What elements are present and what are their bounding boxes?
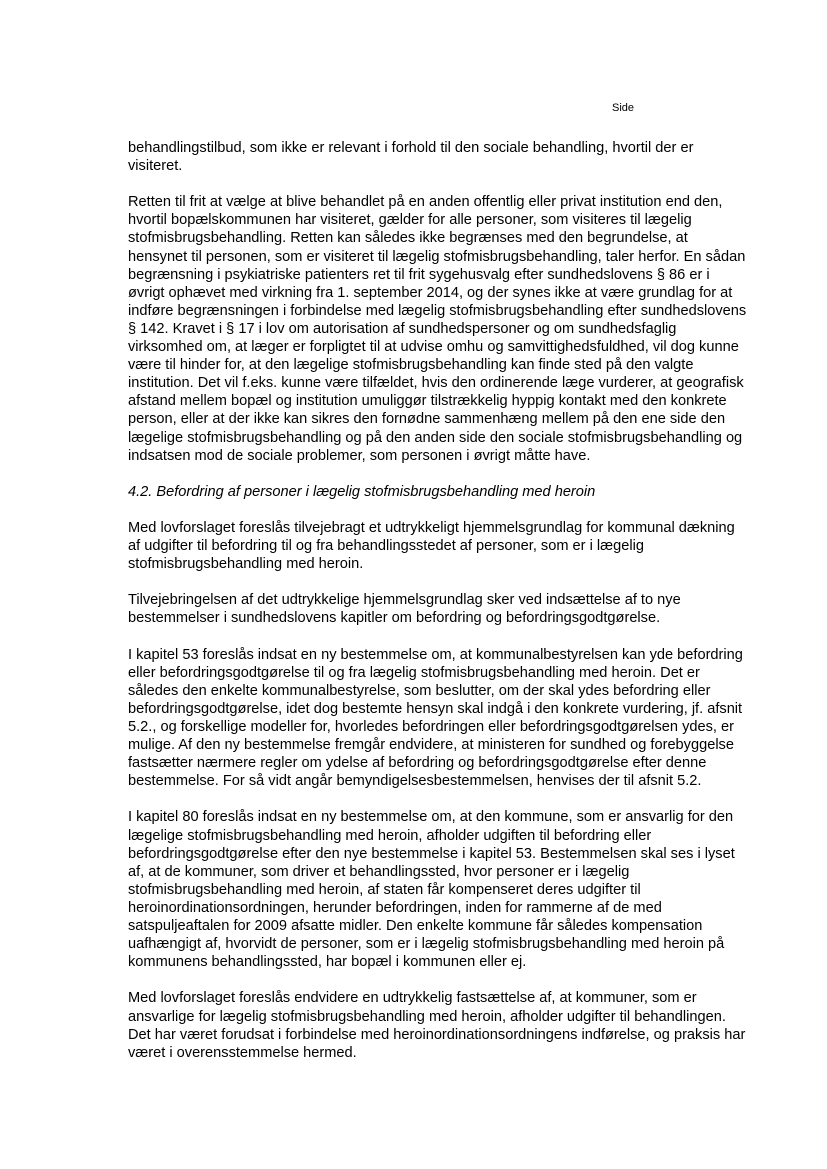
paragraph-legal-basis: Tilvejebringelsen af det udtrykkelige hjemmelsgrundlag sker ved indsættelse af to nye bestemmelser i sundhedslovens kapitler om befordring og befordringsgodtgørelse. bbox=[128, 592, 681, 627]
paragraph-continuation: behandlingstilbud, som ikke er relevant i forhold til den sociale behandling, hvortil der er visiteret. bbox=[128, 140, 694, 175]
section-4-2 bbox=[128, 483, 748, 573]
section-heading: 4.2. Befordring af personer i lægelig stofmisbrugsbehandling med heroin bbox=[128, 483, 596, 500]
paragraph-proposal: Med lovforslaget foreslås tilvejebragt et udtrykkeligt hjemmelsgrundlag for kommunal dækning af udgifter til befordring til og fra behandlingsstedet af personer, som er i lægelig stofmisbrugsbehandling med heroin. bbox=[128, 519, 735, 573]
page-header bbox=[612, 101, 634, 115]
paragraph-costs: Med lovforslaget foreslås endvidere en udtrykkelig fastsættelse af, at kommuner, som er ansvarlige for lægelig stofmisbrugsbehandling med heroin, afholder udgifter til behandlingen. Det har været forudsat i forbindelse med heroinordinationsordningens indførelse, og praksis har været i overensstemmelse hermed. bbox=[128, 990, 746, 1061]
paragraph-free-choice: Retten til frit at vælge at blive behandlet på en anden offentlig eller privat institution end den, hvortil bopælskommunen har visiteret, gælder for alle personer, som visiteres til lægelig stofmisbrugsbehandling. Retten kan således ikke begrænses med den begrundelse, at hensynet til personen, som er visiteret til lægelig stofmisbrugsbehandling, taler herfor. En sådan begrænsning i psykiatriske patienters ret til frit sygehusvalg efter sundhedslovens § 86 er i øvrigt ophævet med virkning fra 1. september 2014, og der synes ikke at være grundlag for at indføre begrænsningen i forbindelse med lægelig stofmisbrugsbehandling efter sundhedslovens § 142. Kravet i § 17 i lov om autorisation af sundhedspersoner og om sundhedsfaglig virksomhed om, at læger er forpligtet til at udvise omhu og samvittighedsfuldhed, vil dog kunne være til hinder for, at den lægelige stofmisbrugsbehandling kan finde sted på den valgte institution. Det vil f.eks. kunne være tilfældet, hvis den ordinerende læge vurderer, at geografisk afstand mellem bopæl og institution umuliggør tilstrækkelig hyppig kontakt med den konkrete person, eller at der ikke kan sikres den fornødne sammenhæng mellem på den ene side den lægelige stofmisbrugsbehandling og på den anden side den sociale stofmisbrugsbehandling og indsatsen mod de sociale problemer, som personen i øvrigt måtte have. bbox=[128, 194, 747, 464]
page-label: Side bbox=[612, 102, 635, 114]
paragraph-chapter-53: I kapitel 53 foreslås indsat en ny bestemmelse om, at kommunalbestyrelsen kan yde befordring eller befordringsgodtgørelse til og fra lægelig stofmisbrugsbehandling med heroin. Det er således den enkelte kommunalbestyrelse, som beslutter, om der skal ydes befordring eller befordringsgodtgørelse, idet dog bestemte hensyn skal indgå i den konkrete vurdering, jf. afsnit 5.2., og forskellige modeller for, hvorledes befordringen eller befordringsgodtgørelsen ydes, er mulige. Af den ny bestemmelse fremgår endvidere, at ministeren for sundhed og forebyggelse fastsætter nærmere regler om ydelse af befordring og befordringsgodtgørelse efter denne bestemmelse. For så vidt angår bemyndigelsesbestemmelsen, henvises der til afsnit 5.2. bbox=[128, 646, 743, 790]
paragraph-chapter-80: I kapitel 80 foreslås indsat en ny bestemmelse om, at den kommune, som er ansvarlig for den lægelige stofmisbrugsbehandling med heroin, afholder udgiften til befordring eller befordringsgodtgørelse efter den nye bestemmelse i kapitel 53. Bestemmelsen skal ses i lyset af, at de kommuner, som driver et behandlingssted, hvor personer er i lægelig stofmisbrugsbehandling med heroin, af staten får kompenseret deres udgifter til heroinordinationsordningen, herunder befordringen, inden for rammerne af de med satspuljeaftalen for 2009 afsatte midler. Den enkelte kommune får således kompensation uafhængigt af, hvorvidt de personer, som er i lægelig stofmisbrugsbehandling med heroin på kommunens behandlingssted, har bopæl i kommunen eller ej. bbox=[128, 809, 735, 971]
document-body bbox=[128, 139, 748, 1062]
